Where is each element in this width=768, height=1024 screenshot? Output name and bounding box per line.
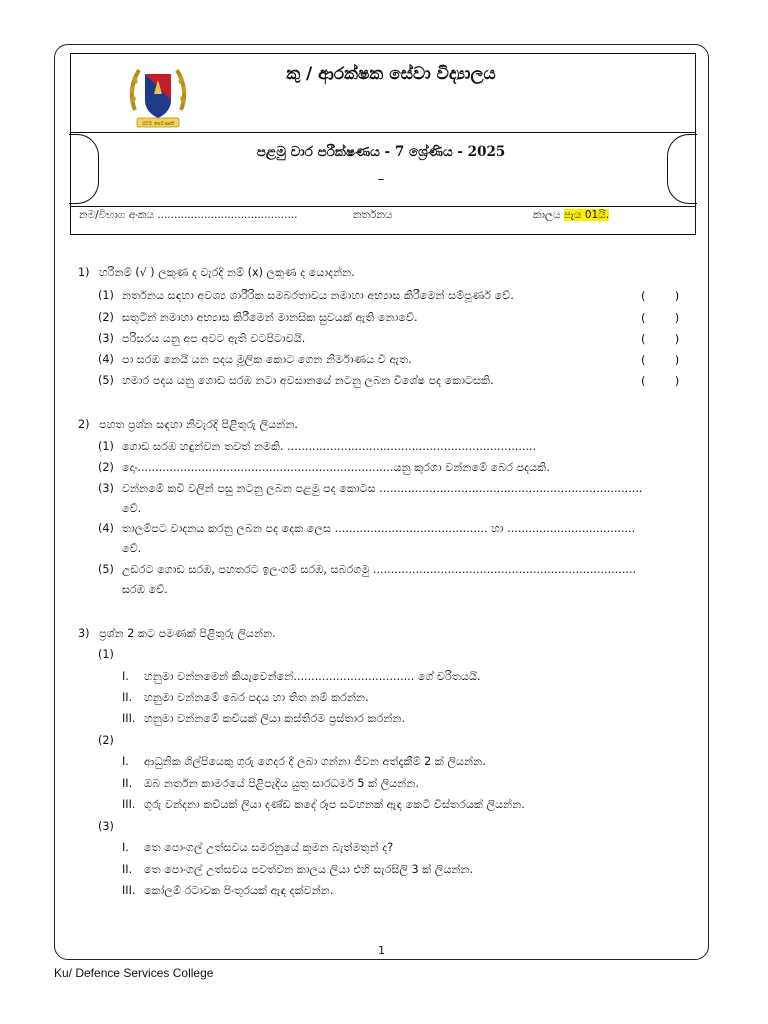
q1-item-num: (4) [98, 353, 114, 366]
q3-group-label: (3) [98, 820, 114, 833]
q3-group-label: (1) [98, 648, 114, 661]
exam-header [70, 53, 696, 235]
time-value: පැය 01යි. [563, 209, 610, 221]
q3-item-num: III. [122, 884, 136, 897]
q3-item-text: හනුමා වන්නමෙන් කියැවෙන්නේ.................................. ගේ චරිතයයි. [144, 670, 481, 683]
q3-item-num: II. [122, 777, 133, 790]
q2-item-continuation: සරඹ වේ. [122, 583, 168, 596]
q2-item-text[interactable]: ගොඩ සරඹ හඳුන්වන තවත් නමකි. ...................................................................... [122, 440, 537, 453]
q2-item-text[interactable]: උඩරට ගොඩ සරඹ, පහතරට ඉලංගම් සරඹ, සබරගමු .......................................................................... [122, 563, 637, 576]
q2-item-text[interactable]: වන්නමේ කවි වලින් පසු නටනු ලබන පළමු පද කොටස .......................................................................... [122, 482, 643, 495]
q1-answer-blank[interactable]: ( ) [641, 311, 680, 325]
scroll-banner-right [667, 134, 697, 204]
q1-answer-blank[interactable]: ( ) [641, 332, 680, 346]
college-footer: Ku/ Defence Services College [54, 966, 214, 980]
subject-label: නර්තනය [353, 209, 393, 221]
q3-item-num: III. [122, 712, 136, 725]
q2-item-continuation: වේ. [122, 542, 142, 555]
time-field [533, 209, 609, 222]
q3-number: 3) [78, 627, 90, 640]
q3-group-label: (2) [98, 734, 114, 747]
q1-answer-blank[interactable]: ( ) [641, 289, 680, 303]
q3-item-text: කෝලම් රටාවක පිංතූරයක් ඇඳ දක්වන්න. [144, 884, 334, 897]
header-divider [71, 132, 695, 133]
q2-item-text[interactable]: දොං........................................................................යනු කුරගා වන්නමේ බෙර පදයකි. [122, 461, 550, 474]
page-number: 1 [378, 944, 385, 957]
q1-item-text: පරිසරය යනු අප අවට ඇති වටපිටාවයි. [122, 332, 306, 345]
q1-item-text: සතුටින් නමාහා අභ්‍යාස කිරීමෙන් මානසික සුවයක් ඇති නොවේ. [122, 311, 418, 324]
q3-item-num: I. [122, 841, 129, 854]
q3-item-text: තෙ පොංගල් උත්සවය පවත්වන කාලය ලියා එහි සැරසිලි 3 ක් ලියන්න. [144, 863, 474, 876]
exam-subtitle: – [377, 172, 385, 187]
q2-item-num: (4) [98, 522, 114, 535]
q2-item-continuation: වේ. [122, 502, 142, 515]
q1-item-num: (1) [98, 289, 114, 302]
q2-item-num: (1) [98, 440, 114, 453]
logo-motto: රටට සෙවණක් [141, 121, 175, 127]
q1-number: 1) [78, 266, 90, 279]
q3-item-text: හනුමා වන්නමේ කවියක් ලියා කස්තිරම ප්‍රස්තාර කරන්න. [144, 712, 406, 725]
q3-item-num: III. [122, 798, 136, 811]
q1-item-text: හමාර පදය යනු ගොඩ සරඹ නටා අවසානයේ නටනු ලබන විශේෂ පද කොටසකි. [122, 374, 494, 387]
q1-answer-blank[interactable]: ( ) [641, 353, 680, 367]
q1-answer-blank[interactable]: ( ) [641, 374, 680, 388]
q2-item-num: (2) [98, 461, 114, 474]
q1-item-text: පා සරඹ නෙයි යන පදය මූලික කොට ගෙන නිර්මාණය වී ඇත. [122, 353, 412, 366]
q1-item-num: (3) [98, 332, 114, 345]
q3-item-text: ඔබ නර්තන කාමරයේ පිළිපැදිය යුතු සාරධර්ම 5 ක් ලියන්න. [144, 777, 420, 790]
q3-item-num: I. [122, 670, 129, 683]
q2-item-text[interactable]: තාලම්පට වාදනය කරනු ලබන පද දෙක ලෙස ........................................... හා .................................... [122, 522, 636, 535]
q2-item-num: (5) [98, 563, 114, 576]
name-index-field[interactable]: නම/විභාග අංකය .......................................... [79, 209, 298, 221]
header-divider-info [71, 206, 695, 207]
q3-item-num: II. [122, 691, 133, 704]
q1-title: හරිනම් (√ ) ලකුණ ද වැරදි නම් (x) ලකුණ ද යොදන්න. [99, 266, 355, 279]
q3-title: ප්‍රශ්න 2 කට පමණක් පිළිතුරු ලියන්න. [99, 627, 276, 640]
q3-item-text: තෙ පොංගල් උත්සවය සමරනුයේ කුමන බැත්මතුන් ද? [144, 841, 394, 854]
q2-title: පහත ප්‍රශ්න සඳහා නිවැරදි පිළිතුරු ලියන්න. [99, 418, 298, 431]
q3-item-num: I. [122, 755, 129, 768]
scroll-banner-left [69, 134, 99, 204]
q3-item-text: ගුරු වන්දනා කවියක් ලියා දණ්ඩ කදේ රූප සටහනක් ඇඳ කෙටි විස්තරයක් ලියන්න. [144, 798, 525, 811]
q2-item-num: (3) [98, 482, 114, 495]
exam-title: පළමු වාර පරීක්ෂණය - 7 ශ්‍රේණිය - 2025 [256, 144, 506, 160]
q1-item-text: නර්තනය සඳහා අවශ්‍ය ශාරීරික සමබරතාවය නමාහා අභ්‍යාස කිරීමෙන් සම්පූර්ණ වේ. [122, 289, 514, 302]
q3-item-text: හනුමා වන්නමේ බෙර පදය හා තිත නම් කරන්න. [144, 691, 369, 704]
time-label: කාලය [533, 209, 561, 221]
q1-item-num: (5) [98, 374, 114, 387]
q1-item-num: (2) [98, 311, 114, 324]
school-name: කු / ආරක්ෂක සේවා විද්‍යාලය [286, 64, 496, 84]
q2-number: 2) [78, 418, 90, 431]
q3-item-text: ආධුනික ශිල්පියෙකු ගුරු ගෙදර දී ලබා ගන්නා ජීවන අත්දැකීම් 2 ක් ලියන්න. [144, 755, 486, 768]
q3-item-num: II. [122, 863, 133, 876]
school-crest-logo [125, 60, 191, 130]
